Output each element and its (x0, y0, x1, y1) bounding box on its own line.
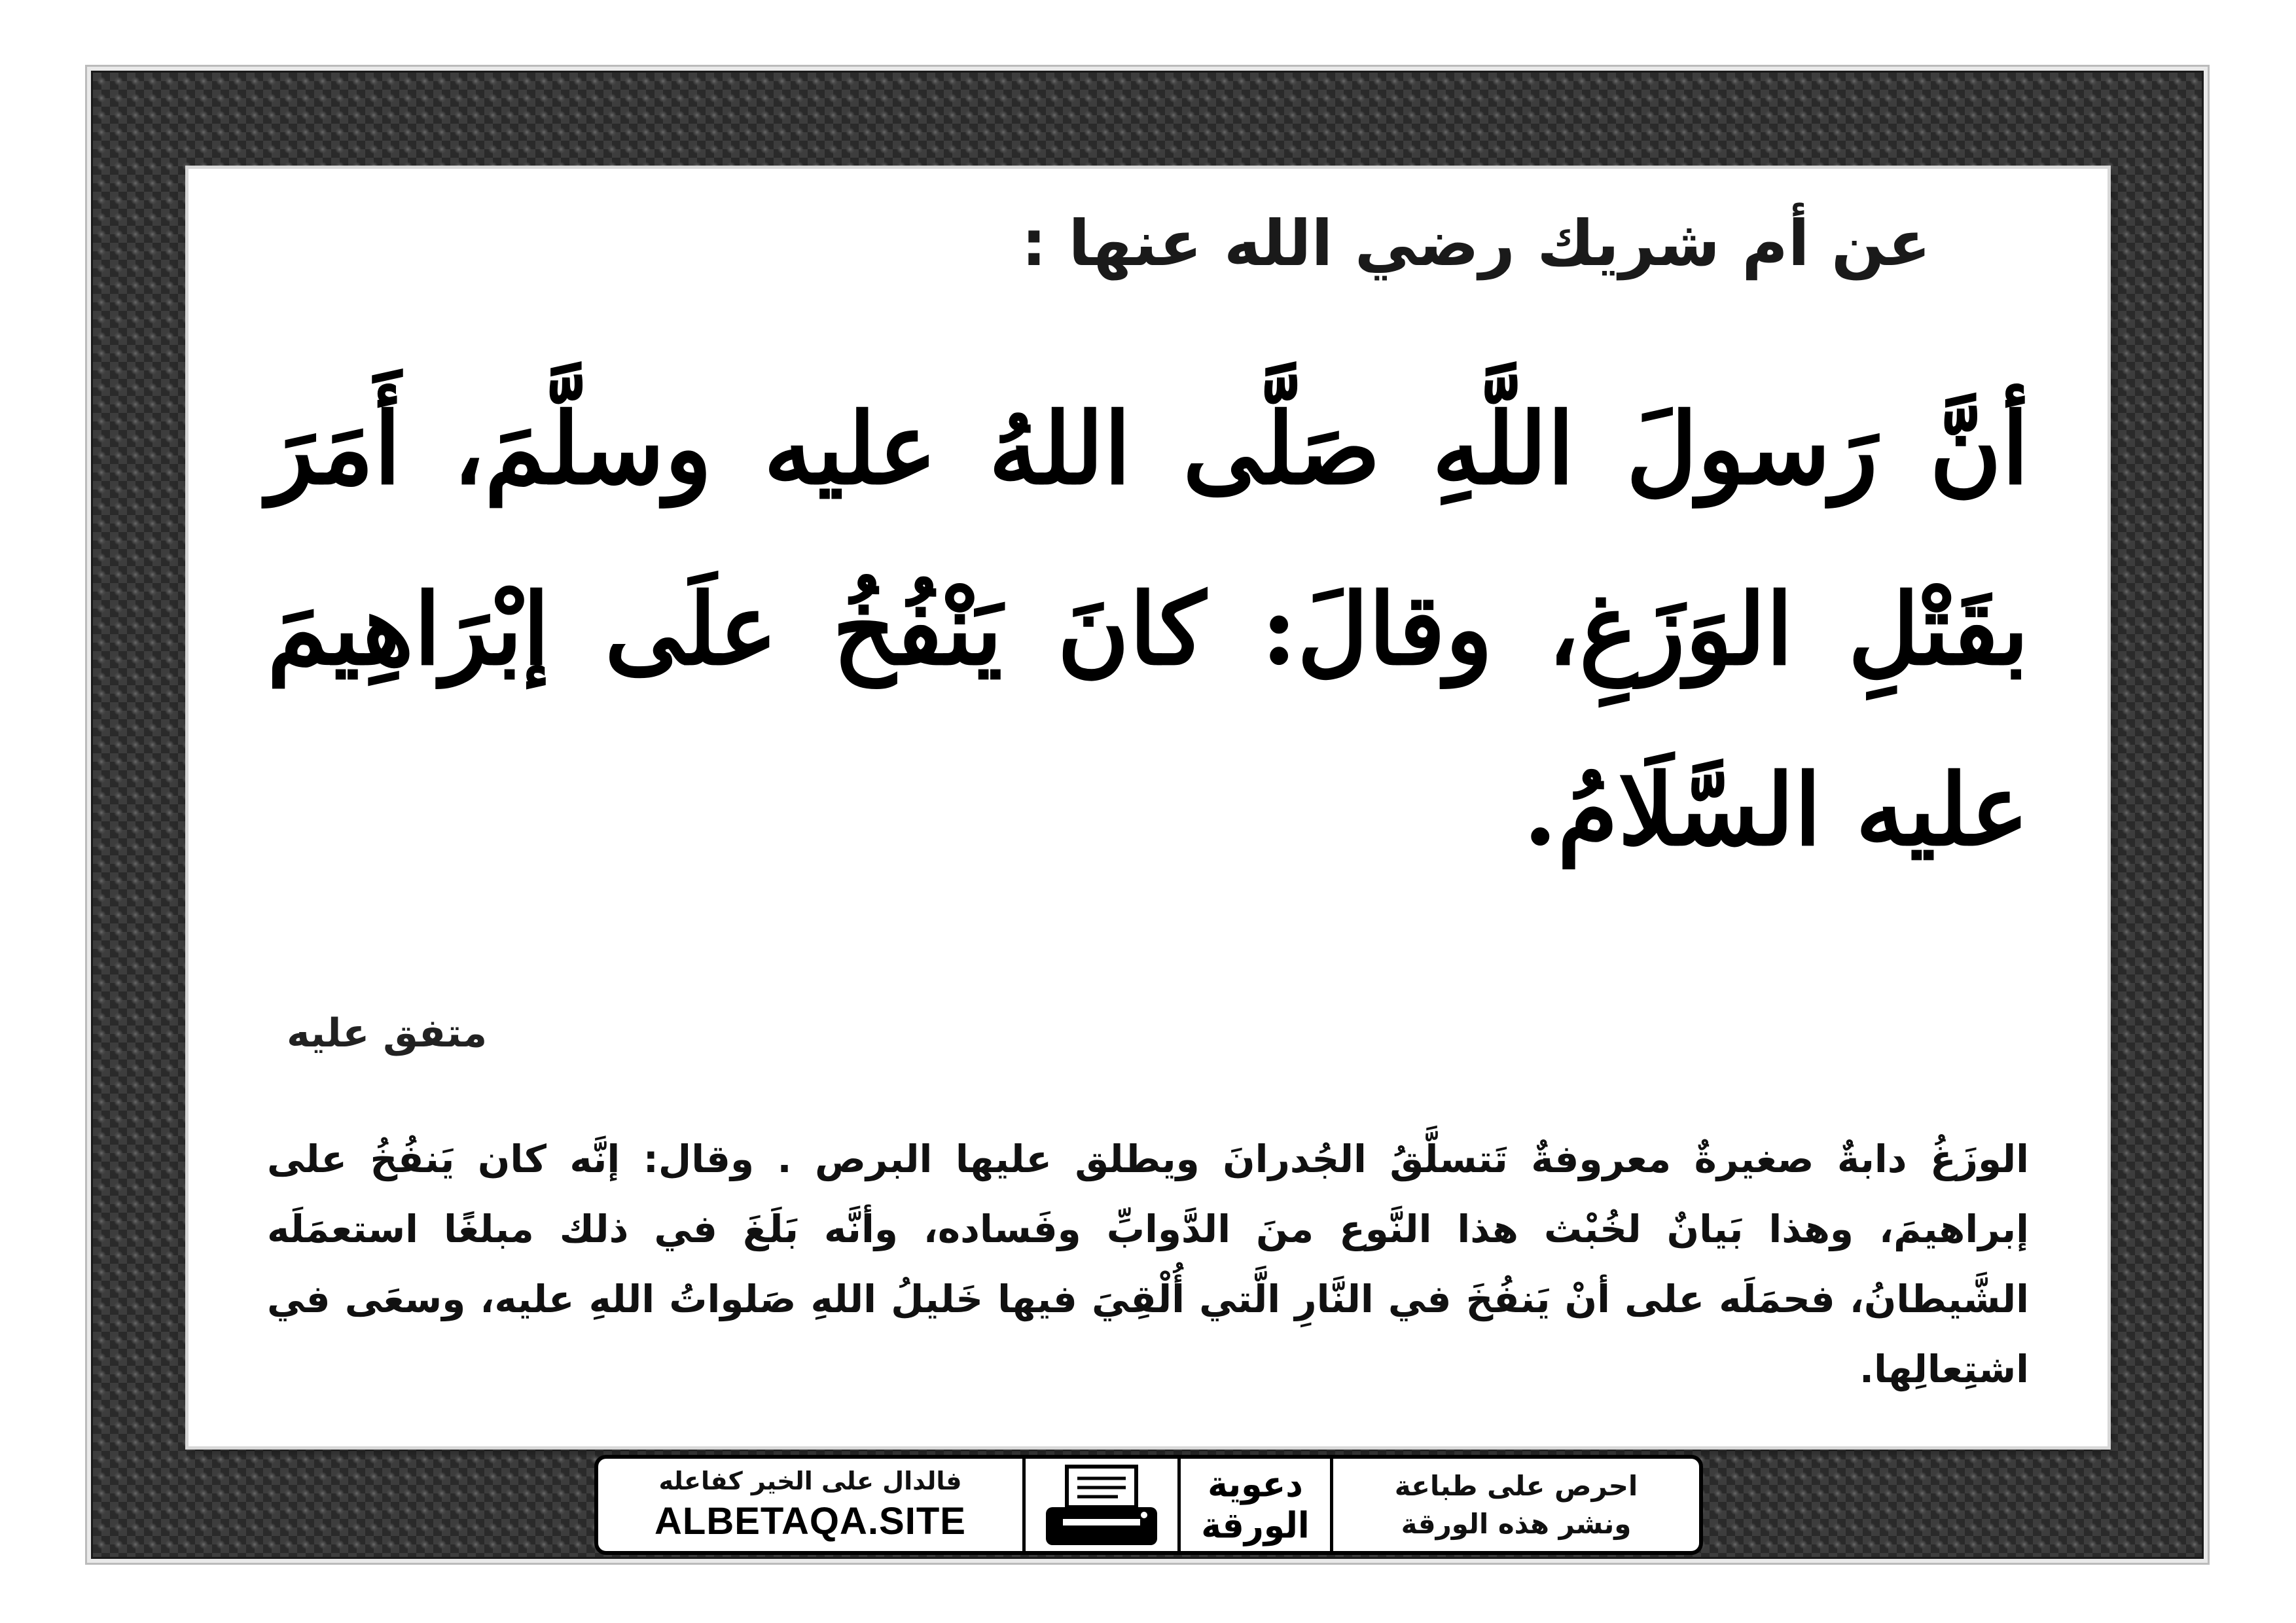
dawiya-logo (1201, 1461, 1310, 1549)
footer-printer-cell (1026, 1459, 1181, 1551)
narrator-line: عن أم شريك رضي الله عنها : (1021, 207, 1931, 280)
source-label: متفق عليه (287, 1010, 488, 1056)
hadith-text: أنَّ رَسولَ اللَّهِ صَلَّى اللهُ عليه وسلَّمَ، أَمَرَ بقَتْلِ الوَزَغِ، وقالَ: كانَ يَنْفُخُ علَى إبْرَاهِيمَ عليه السَّلَامُ. (267, 391, 2029, 868)
footer-reminder-cell (1333, 1459, 1699, 1551)
site-url: ALBETAQA.SITE (655, 1500, 966, 1543)
footer-bar (594, 1455, 1703, 1555)
footer-tagline: فالدال على الخير كفاعله (658, 1467, 962, 1495)
printer-icon (1039, 1461, 1164, 1549)
footer-site-cell (598, 1459, 1026, 1551)
footer-logo-cell (1181, 1459, 1333, 1551)
reminder-line-1: احرص على طباعة (1394, 1469, 1638, 1502)
reminder-line-2: ونشر هذه الورقة (1401, 1507, 1632, 1540)
content-panel (188, 169, 2108, 1446)
explanation-text: الوزَغُ دابةٌ صغيرةٌ معروفةٌ تَتسلَّقُ الجُدرانَ ويطلق عليها البرص . وقال: إنَّه كان يَنفُخُ على إبراهيمَ، وهذا بَيانٌ لخُبْث هذا النَّوع منَ الدَّوابِّ وفَساده، وأنَّه بَلَغَ في ذلك مبلغًا استعمَلَه الشَّيطانُ، فحمَلَه على أنْ يَنفُخَ في النَّارِ الَّتي أُلْقِيَ فيها خَليلُ اللهِ صَلواتُ اللهِ عليه، وسعَى في اشتِعالِها. (267, 1137, 2029, 1391)
logo-text: دعوية الورقة (1201, 1463, 1310, 1546)
